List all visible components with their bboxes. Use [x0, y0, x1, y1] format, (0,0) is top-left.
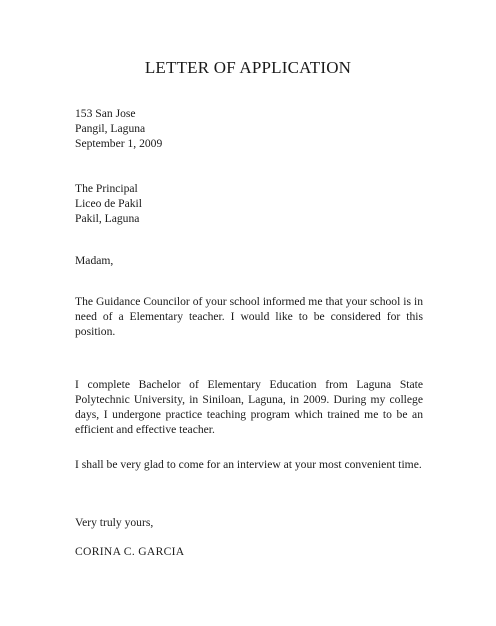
body-paragraph-2: I complete Bachelor of Elementary Education from Laguna State Polytechnic University, in Siniloan, Laguna, in 2009. During my college days, I undergone practice teaching program which trained me to be an efficient and effective teacher.: [75, 378, 423, 436]
recipient-line1: The Principal: [75, 182, 138, 195]
letter-title: LETTER OF APPLICATION: [144, 58, 352, 77]
sender-address-line2: Pangil, Laguna: [75, 122, 146, 135]
signature-name: CORINA C. GARCIA: [75, 545, 185, 558]
closing: Very truly yours,: [75, 516, 154, 529]
sender-address: [75, 106, 423, 151]
recipient-line2: Liceo de Pakil: [75, 197, 142, 210]
salutation: Madam,: [75, 254, 114, 267]
sender-address-line1: 153 San Jose: [75, 107, 136, 120]
recipient-line3: Pakil, Laguna: [75, 212, 140, 225]
body-paragraph-3: I shall be very glad to come for an interview at your most convenient time.: [75, 458, 422, 471]
letter-date: September 1, 2009: [75, 137, 163, 150]
body-paragraph-1: The Guidance Councilor of your school informed me that your school is in need of a Elementary teacher. I would like to be considered for this position.: [75, 295, 423, 338]
recipient-address: [75, 181, 423, 226]
